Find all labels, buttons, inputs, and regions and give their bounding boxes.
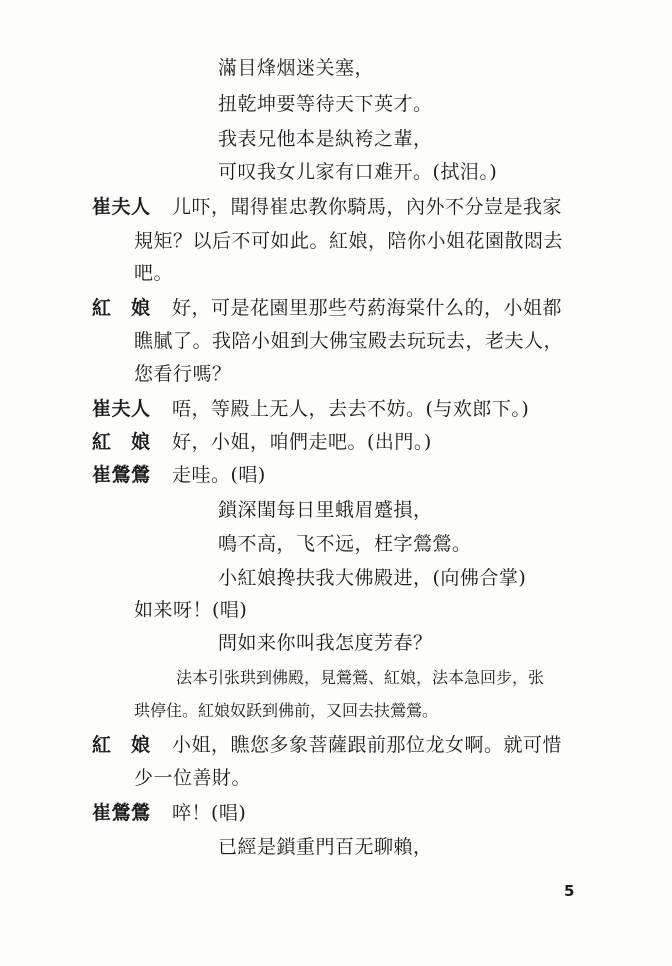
speech-text: 啐！(唱)	[172, 802, 247, 824]
speaker-name: 紅 娘	[92, 734, 151, 756]
speaker-name: 紅 娘	[92, 297, 151, 319]
dialogue-line	[92, 397, 529, 421]
continuation-line: 吧。	[134, 262, 174, 284]
continuation-line: 瞧膩了。我陪小姐到大佛宝殿去玩玩去，老夫人，	[134, 330, 564, 352]
speech-text: 唔，等殿上无人，去去不妨。(与欢郎下。)	[172, 398, 530, 420]
dialogue-line	[92, 801, 246, 825]
dialogue-line	[92, 296, 562, 320]
verse-line: 已經是鎖重門百无聊賴，	[218, 836, 433, 858]
verse-line: 鎖深閨每日里蛾眉蹙損，	[218, 499, 433, 521]
verse-line: 鳴不高，飞不远，枉字鶯鶯。	[218, 533, 472, 555]
verse-line: 滿目烽烟迷关塞，	[218, 57, 375, 79]
dialogue-line	[92, 733, 562, 757]
speaker-name: 崔夫人	[92, 196, 151, 218]
verse-line: 可叹我女儿家有口难开。(拭泪。)	[218, 161, 498, 183]
speaker-name: 崔鶯鶯	[92, 802, 151, 824]
speech-text: 走哇。(唱)	[172, 464, 266, 486]
verse-line: 小紅娘搀扶我大佛殿进，(向佛合掌)	[218, 567, 527, 589]
page-number: 5	[564, 882, 575, 900]
continuation-line: 少一位善財。	[134, 767, 252, 789]
continuation-line: 您看行嗎？	[134, 363, 232, 385]
verse-line: 扭乾坤要等待天下英才。	[218, 93, 433, 115]
speaker-name: 崔夫人	[92, 398, 151, 420]
dialogue-line	[92, 430, 432, 454]
sung-line: 如来呀！(唱)	[134, 599, 248, 621]
speech-text: 好，可是花園里那些芍葯海棠什么的，小姐都	[172, 297, 563, 319]
speaker-name: 紅 娘	[92, 431, 151, 453]
stage-direction: 珙停住。紅娘奴跃到佛前，又回去扶鶯鶯。	[134, 701, 439, 720]
speech-text: 小姐，瞧您多象菩薩跟前那位龙女啊。就可惜	[172, 734, 563, 756]
dialogue-line	[92, 195, 562, 219]
stage-direction: 法本引张珙到佛殿，見鶯鶯、紅娘，法本急回步，张	[176, 668, 545, 687]
dialogue-line	[92, 463, 266, 487]
speech-text: 儿吓，聞得崔忠教你騎馬，內外不分豈是我家	[172, 196, 563, 218]
speech-text: 好，小姐，咱們走吧。(出門。)	[172, 431, 432, 453]
speaker-name: 崔鶯鶯	[92, 464, 151, 486]
verse-line: 問如来你叫我怎度芳春？	[218, 632, 433, 654]
continuation-line: 規矩？以后不可如此。紅娘，陪你小姐花園散悶去	[134, 230, 564, 252]
verse-line: 我表兄他本是紈袴之輩，	[218, 128, 433, 150]
